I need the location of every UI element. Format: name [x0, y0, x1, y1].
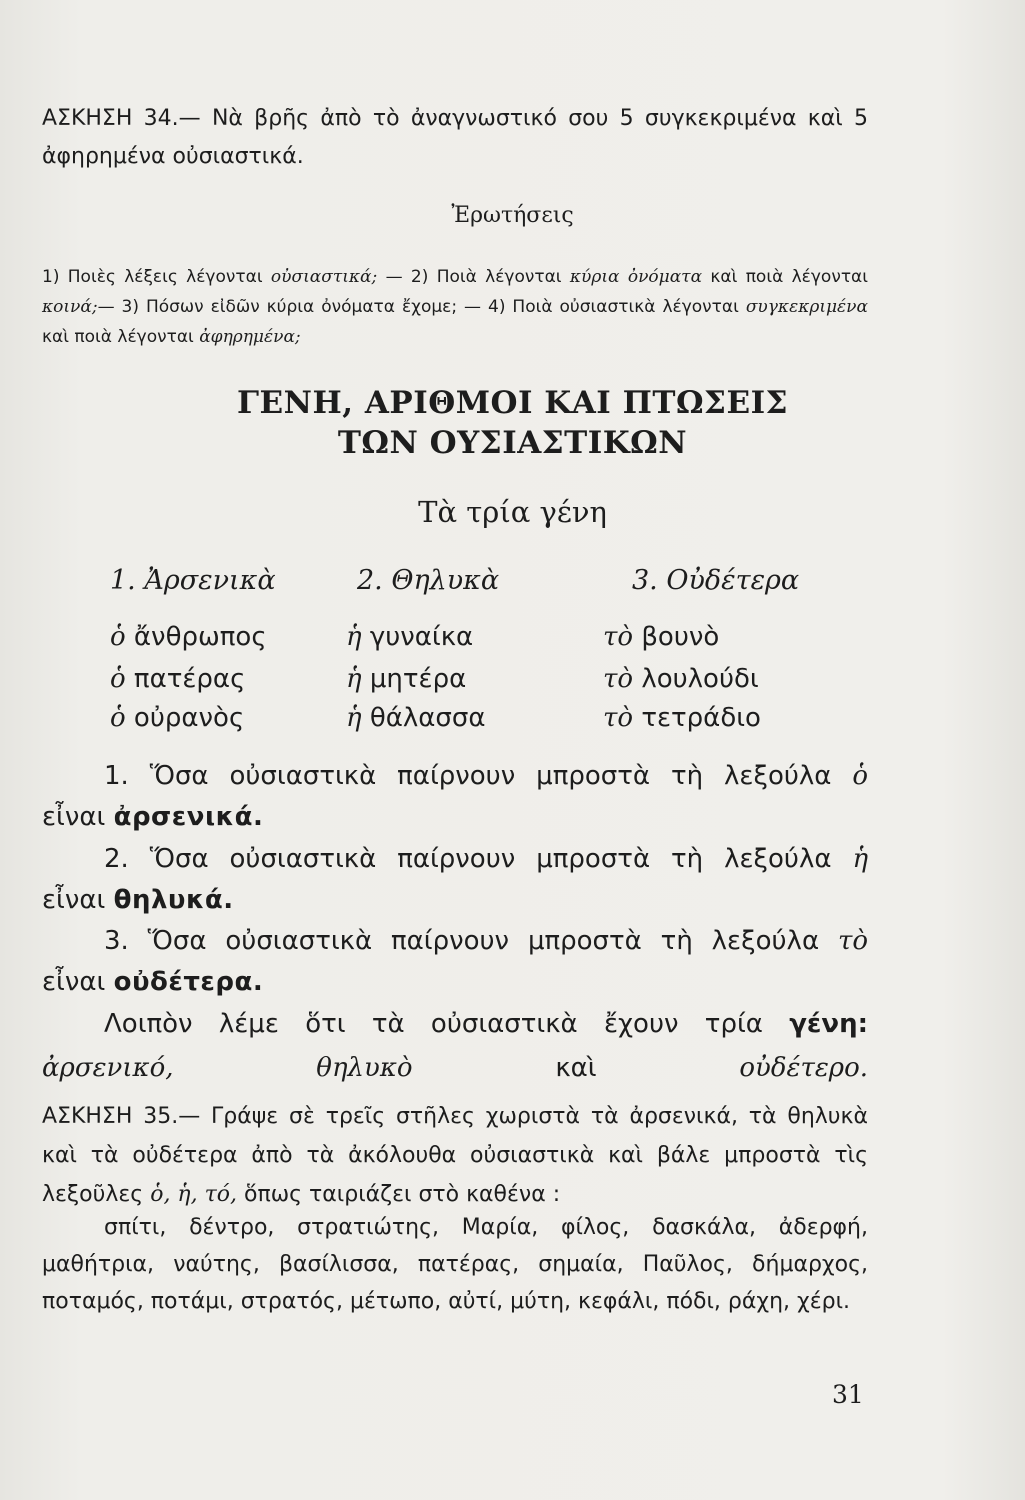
conclusion: Λοιπὸν λέμε ὅτι τὰ οὐσιαστικὰ ἔχουν τρία γένη: ἀρσενικό, θηλυκὸ καὶ οὐδέτερο. — [42, 1009, 869, 1083]
questions-paragraph — [42, 262, 868, 352]
gender-rules — [42, 756, 868, 1004]
question-4-term-2: ἀφηρημένα; — [199, 327, 301, 347]
question-2-term-2: κοινά; — [42, 297, 98, 317]
question-3-text: — 3) Πόσων εἰδῶν κύρια ὀνόματα ἔχομε; — 4) Ποιὰ οὐσιαστικὰ λέγονται — [97, 297, 739, 317]
exercise-34-label: ΑΣΚΗΣΗ 34.— — [42, 106, 201, 131]
question-4-mid: καὶ ποιὰ λέγονται — [42, 327, 194, 347]
questions-title: Ἐρωτήσεις — [451, 203, 574, 228]
question-1-term: οὐσιαστικά; — [270, 267, 378, 287]
page-number: 31 — [832, 1380, 864, 1409]
neuter-word: τὸ βουνὸ — [603, 622, 720, 652]
exercise-35: ΑΣΚΗΣΗ 35.— Γράψε σὲ τρεῖς στῆλες χωριστὰ τὰ ἀρσενικά, τὰ θηλυκὰ καὶ τὰ οὐδέτερα ἀπὸ τὰ ἀκόλουθα οὐσιαστικὰ καὶ βάλε μπροστὰ τὶς λεξοῦλες ὁ, ἡ, τό, ὅπως ταιριάζει στὸ καθένα : — [42, 1104, 868, 1207]
question-2-text: — 2) Ποιὰ λέγονται — [385, 267, 562, 287]
question-4-term: συγκεκριμένα — [745, 297, 868, 317]
masculine-word: ὁ ἄνθρωπος — [110, 622, 267, 652]
rule-2: 2. Ὅσα οὐσιαστικὰ παίρνουν μπροστὰ τὴ λεξούλα ἡ — [104, 843, 869, 874]
feminine-word: ἡ γυναίκα — [346, 622, 474, 652]
feminine-word: ἡ μητέρα — [346, 664, 467, 694]
section-subtitle: Τὰ τρία γένη — [418, 495, 607, 529]
section-title-line-1: ΓΕΝΗ, ΑΡΙΘΜΟΙ ΚΑΙ ΠΤΩΣΕΙΣ — [236, 385, 789, 421]
question-2-term: κύρια ὀνόματα — [569, 267, 703, 287]
exercise-35-label: ΑΣΚΗΣΗ 35.— — [42, 1104, 201, 1129]
feminine-word: ἡ θάλασσα — [346, 703, 486, 733]
word-list: σπίτι, δέντρο, στρατιώτης, Μαρία, φίλος, δασκάλα, ἀδερφή, μαθήτρια, ναύτης, βασίλισσα, πατέρας, σημαία, Παῦλος, δήμαρχος, ποταμός, ποτάμι, στρατός, μέτωπο, αὐτί, μύτη, κεφάλι, πόδι, ράχη, χέρι. — [42, 1215, 868, 1314]
question-1-text: 1) Ποιὲς λέξεις λέγονται — [42, 267, 263, 287]
rule-3: 3. Ὅσα οὐσιαστικὰ παίρνουν μπροστὰ τὴ λεξούλα τὸ — [104, 926, 869, 957]
masculine-word: ὁ πατέρας — [110, 664, 246, 694]
rule-3-end: εἶναι οὐδέτερα. — [42, 967, 264, 998]
heading-masculine: 1. Ἀρσενικὰ — [110, 565, 276, 596]
heading-neuter: 3. Οὐδέτερα — [632, 565, 800, 596]
exercise-34-text: Νὰ βρῆς ἀπὸ τὸ ἀναγνωστικό σου 5 συγκεκριμένα καὶ 5 ἀφηρημένα οὐσιαστικά. — [42, 106, 868, 169]
question-2-mid: καὶ ποιὰ λέγονται — [710, 267, 869, 287]
section-title-line-2: ΤΩΝ ΟΥΣΙΑΣΤΙΚΩΝ — [337, 425, 688, 461]
rule-2-end: εἶναι θηλυκά. — [42, 884, 234, 915]
heading-feminine: 2. Θηλυκὰ — [357, 565, 500, 596]
masculine-word: ὁ οὐρανὸς — [110, 703, 245, 733]
rule-1: 1. Ὅσα οὐσιαστικὰ παίρνουν μπροστὰ τὴ λεξούλα ὁ — [104, 761, 868, 791]
exercise-34 — [42, 100, 868, 176]
rule-1-end: εἶναι ἀρσενικά. — [42, 802, 264, 833]
neuter-word: τὸ λουλούδι — [603, 664, 759, 694]
neuter-word: τὸ τετράδιο — [603, 703, 761, 733]
